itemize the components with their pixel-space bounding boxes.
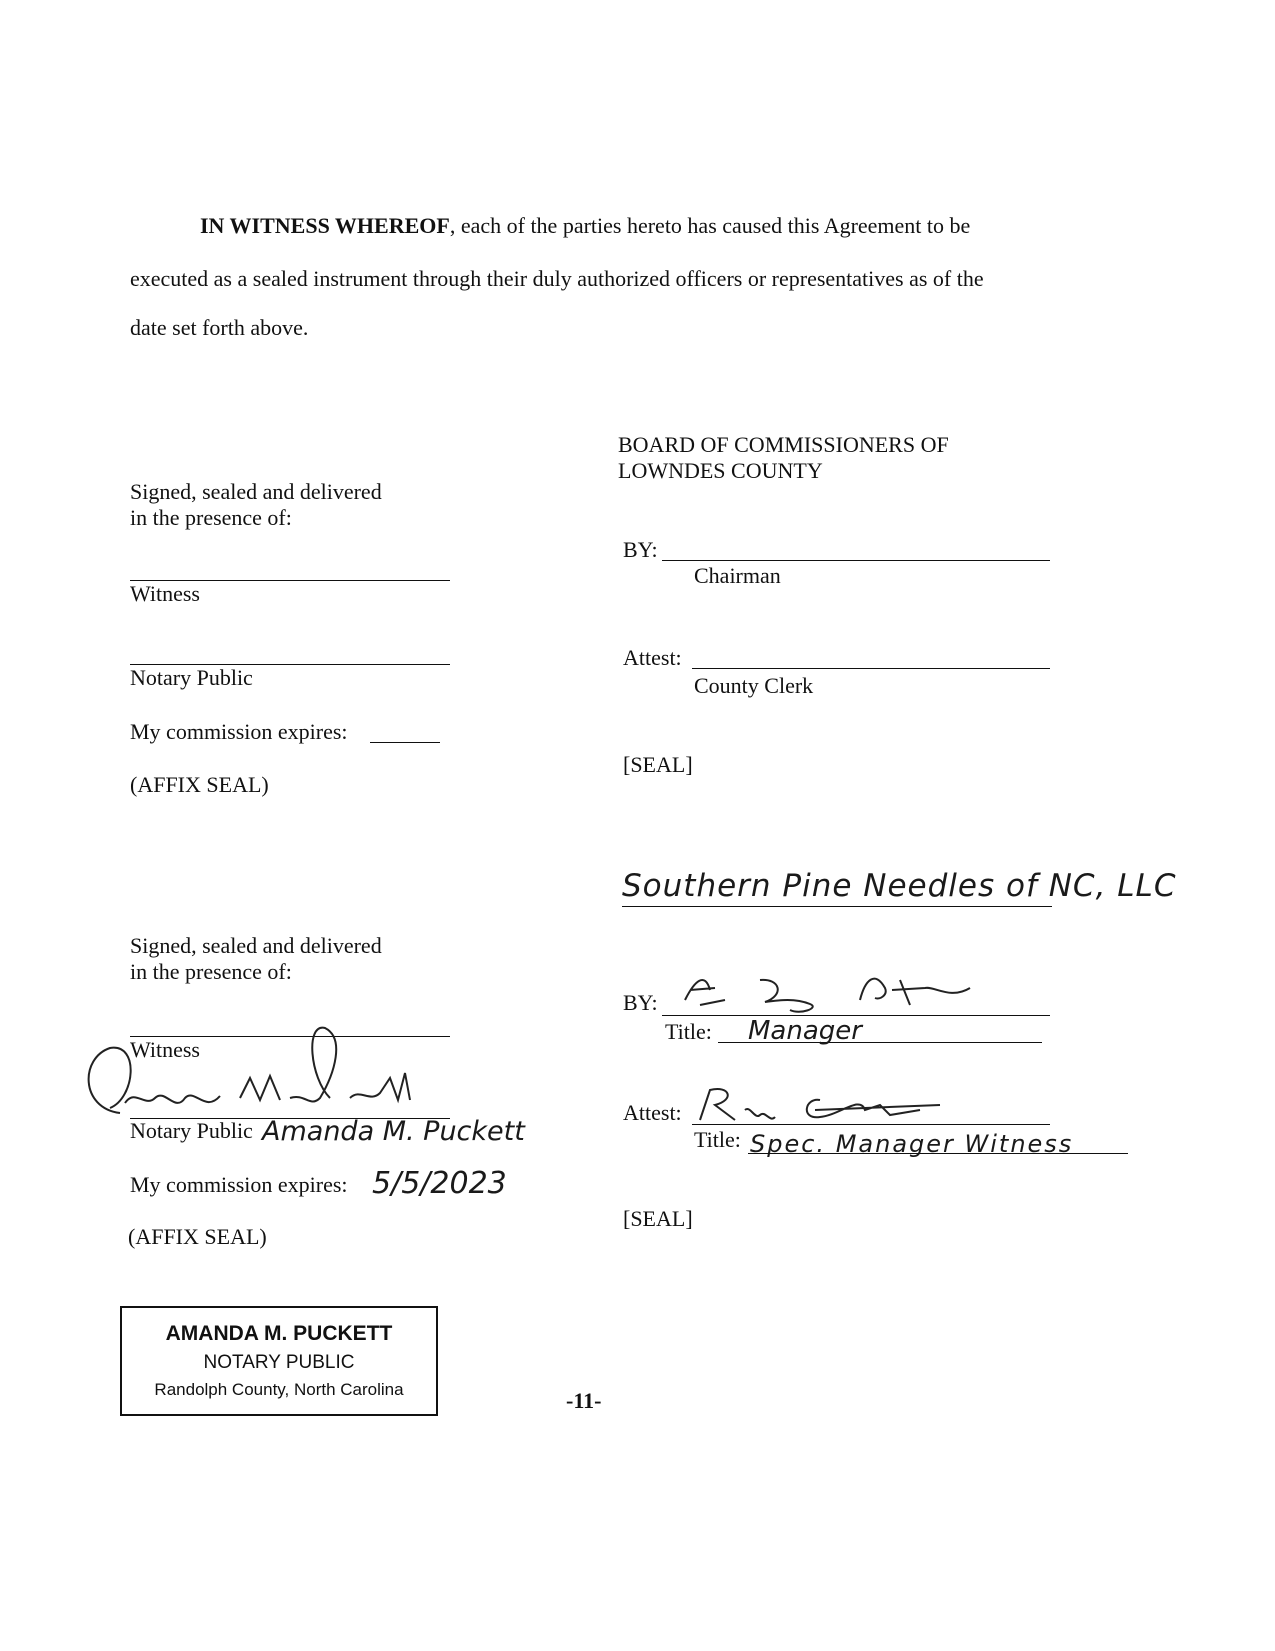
witness-clause-line1 [200,213,970,239]
witness-clause-line1-rest: , each of the parties hereto has caused this Agreement to be [449,213,971,238]
company-attest-title-label: Title: [694,1127,741,1152]
company-commission-date-handwritten: 5/5/2023 [372,1166,507,1201]
company-affix-seal: (AFFIX SEAL) [128,1224,267,1249]
witness-signature [80,1018,420,1123]
witness-clause-line2: executed as a sealed instrument through their duly authorized officers or representatives as of the [130,266,984,291]
company-signed-line2: in the presence of: [130,959,292,984]
company-attest-title-line [748,1153,1128,1154]
witness-clause-lead: IN WITNESS WHEREOF [200,213,450,238]
company-title-label: Title: [665,1019,712,1044]
county-attest-title: County Clerk [694,673,814,698]
company-title-handwritten: Manager [748,1016,862,1046]
county-by-label: BY: [623,537,658,562]
company-notary-name-handwritten: Amanda M. Puckett [262,1116,525,1147]
company-seal: [SEAL] [623,1206,693,1231]
page-number: -11- [566,1388,602,1413]
company-name-line [622,906,1052,907]
company-attest-signature-line [692,1124,1050,1125]
notary-stamp [120,1306,438,1416]
county-signed-line1: Signed, sealed and delivered [130,479,382,504]
county-org-line1: BOARD OF COMMISSIONERS OF [618,432,949,457]
county-commission-label: My commission expires: [130,719,348,744]
company-witness-label: Witness [130,1037,200,1062]
county-seal: [SEAL] [623,752,693,777]
county-affix-seal: (AFFIX SEAL) [130,772,269,797]
notary-stamp-location: Randolph County, North Carolina [154,1380,404,1399]
company-notary-label: Notary Public [130,1118,253,1143]
notary-stamp-name: AMANDA M. PUCKETT [165,1322,393,1345]
company-attest-label: Attest: [623,1100,682,1125]
county-witness-label: Witness [130,581,200,606]
county-attest-label: Attest: [623,645,682,670]
company-signed-line1: Signed, sealed and delivered [130,933,382,958]
county-commission-line [370,742,440,743]
county-by-title: Chairman [694,563,781,588]
company-by-label: BY: [623,990,658,1015]
company-attest-title-handwritten: Spec. Manager Witness [750,1130,1074,1158]
county-attest-signature-line [692,668,1050,669]
county-org-line2: LOWNDES COUNTY [618,458,823,483]
company-attest-signature [690,1075,970,1135]
company-name-handwritten: Southern Pine Needles of NC, LLC [622,868,1177,904]
county-signed-line2: in the presence of: [130,505,292,530]
witness-clause-line3: date set forth above. [130,315,309,340]
notary-stamp-title: NOTARY PUBLIC [203,1352,355,1373]
county-by-signature-line [662,560,1050,561]
company-commission-label: My commission expires: [130,1172,348,1197]
county-notary-label: Notary Public [130,665,253,690]
company-by-signature [670,960,990,1020]
